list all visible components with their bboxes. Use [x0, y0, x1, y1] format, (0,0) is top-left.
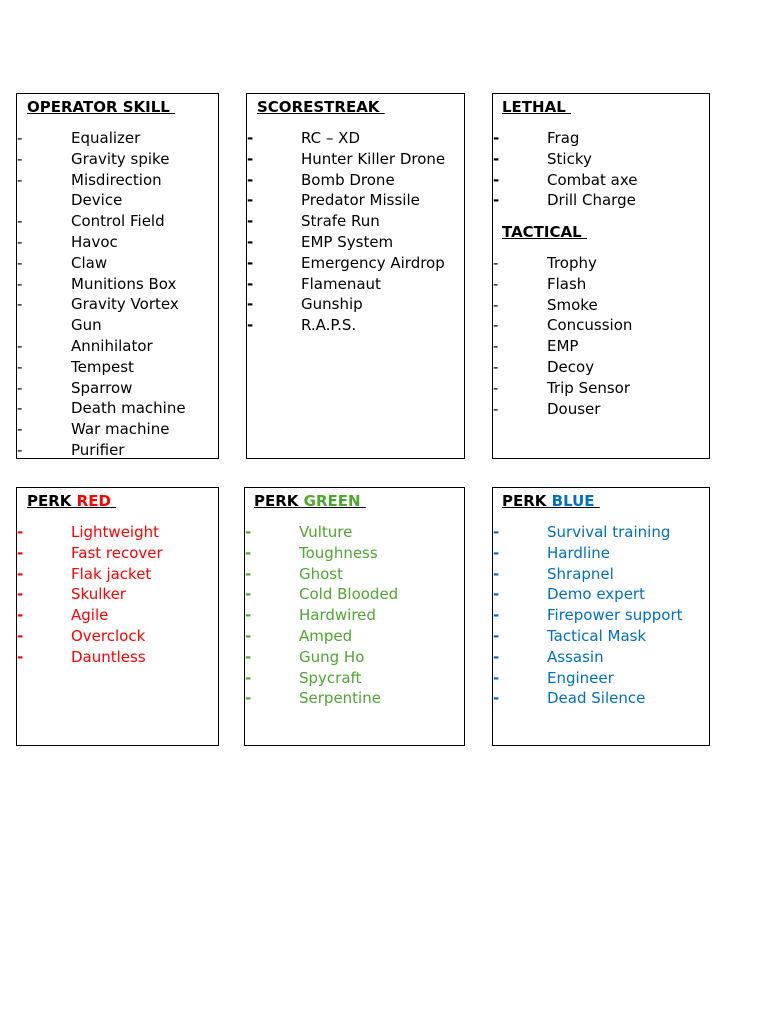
perk-red-box [16, 487, 219, 746]
list-item-label: Trip Sensor [547, 378, 630, 397]
list-item [17, 274, 211, 295]
bullet-dash: - [17, 378, 23, 397]
list-item [17, 149, 211, 170]
list-item [493, 688, 683, 709]
list-item-label: Predator Missile [301, 191, 420, 210]
list-item-label: Control Field [71, 212, 165, 231]
bullet-dash: - [245, 543, 252, 562]
list-item [493, 378, 632, 399]
bullet-dash: - [245, 647, 252, 666]
perk-red-heading [27, 492, 116, 510]
list-item [17, 605, 163, 626]
list-item [247, 211, 445, 232]
list-item [493, 605, 683, 626]
list-item-label: Cold Blooded [299, 585, 399, 604]
list-item-label: Smoke [547, 295, 598, 314]
bullet-dash: - [247, 274, 254, 293]
bullet-dash: - [493, 378, 499, 397]
tactical-list [493, 253, 632, 419]
bullet-dash: - [17, 523, 24, 541]
list-item [247, 232, 445, 253]
list-item-label: Lightweight [71, 523, 160, 541]
list-item-label: Gunship [301, 295, 363, 314]
bullet-dash: - [17, 149, 23, 168]
bullet-dash: - [17, 232, 23, 251]
list-item-label: Overclock [71, 626, 146, 645]
list-item-label: Hardline [547, 543, 610, 562]
scorestreak-box [246, 93, 465, 459]
list-item [493, 584, 683, 605]
bullet-dash: - [245, 606, 252, 625]
list-item [17, 440, 211, 459]
list-item [17, 211, 211, 232]
list-item-label: Tactical Mask [547, 626, 647, 645]
list-item-label: Munitions Box [71, 274, 177, 293]
list-item [245, 647, 398, 668]
bullet-dash: - [17, 626, 24, 645]
list-item [247, 128, 445, 149]
list-item [493, 647, 683, 668]
bullet-dash: - [17, 420, 23, 439]
bullet-dash: - [247, 316, 254, 335]
perk-blue-box [492, 487, 710, 746]
bullet-dash: - [493, 606, 500, 625]
list-item [493, 274, 632, 295]
bullet-dash: - [493, 337, 499, 356]
list-item-label: Death machine [71, 399, 186, 418]
bullet-dash: - [247, 295, 254, 314]
list-item-label: EMP System [301, 232, 394, 251]
list-item-label: Equalizer [71, 129, 141, 147]
list-item-label: Havoc [71, 232, 118, 251]
list-item [493, 543, 683, 564]
perk-green-box [244, 487, 465, 746]
list-item [17, 564, 163, 585]
bullet-dash: - [17, 647, 24, 666]
perk-blue-prefix: PERK [502, 492, 552, 510]
bullet-dash: - [493, 191, 500, 210]
list-item-label: Decoy [547, 357, 595, 376]
bullet-dash: - [493, 316, 499, 335]
bullet-dash: - [493, 357, 499, 376]
bullet-dash: - [245, 668, 252, 687]
bullet-dash: - [493, 647, 500, 666]
lethal-tactical-box [492, 93, 710, 459]
perk-green-heading [254, 492, 366, 510]
list-item [493, 170, 637, 191]
bullet-dash: - [493, 149, 500, 168]
list-item-label: Demo expert [547, 585, 645, 604]
list-item [247, 170, 445, 191]
list-item-label: Firepower support [547, 606, 683, 625]
list-item-label: Toughness [299, 543, 378, 562]
bullet-dash: - [245, 626, 252, 645]
bullet-dash: - [493, 254, 499, 272]
list-item-label: Amped [299, 626, 353, 645]
list-item-label: Skulker [71, 585, 126, 604]
perk-blue-word: BLUE [551, 492, 595, 510]
bullet-dash: - [493, 564, 500, 583]
list-item [17, 253, 211, 274]
bullet-dash: - [17, 585, 24, 604]
bullet-dash: - [17, 212, 23, 231]
list-item-label: Claw [71, 253, 108, 272]
list-item [17, 522, 163, 543]
list-item [493, 564, 683, 585]
list-item [17, 336, 211, 357]
list-item-label: Shrapnel [547, 564, 614, 583]
bullet-dash: - [247, 170, 254, 189]
list-item [17, 647, 163, 668]
scorestreak-heading: SCORESTREAK [257, 98, 385, 116]
list-item-label: Concussion [547, 316, 633, 335]
list-item-label: Frag [547, 129, 580, 147]
list-item [17, 170, 211, 212]
perk-blue-heading [502, 492, 600, 510]
list-item-label: Flak jacket [71, 564, 152, 583]
bullet-dash: - [17, 295, 23, 314]
operator-skill-list [17, 128, 211, 459]
perk-green-prefix: PERK [254, 492, 304, 510]
bullet-dash: - [493, 543, 500, 562]
list-item [247, 294, 445, 315]
tactical-heading: TACTICAL [502, 223, 587, 241]
list-item [245, 688, 398, 709]
list-item-label: Hardwired [299, 606, 376, 625]
list-item-label: Dead Silence [547, 689, 646, 708]
bullet-dash: - [17, 543, 24, 562]
list-item-label: Annihilator [71, 336, 153, 355]
bullet-dash: - [247, 253, 254, 272]
list-item [17, 398, 211, 419]
bullet-dash: - [17, 129, 23, 147]
operator-skill-heading: OPERATOR SKILL [27, 98, 176, 116]
bullet-dash: - [493, 129, 500, 147]
bullet-dash: - [493, 399, 499, 418]
perk-red-list [17, 522, 163, 668]
bullet-dash: - [245, 564, 252, 583]
bullet-dash: - [17, 170, 23, 189]
list-item [493, 190, 637, 211]
bullet-dash: - [17, 564, 24, 583]
list-item [493, 399, 632, 420]
list-item [493, 295, 632, 316]
list-item [493, 336, 632, 357]
bullet-dash: - [17, 440, 23, 459]
list-item-label: R.A.P.S. [301, 316, 357, 335]
list-item-label: Sticky [547, 149, 592, 168]
list-item-label: Tempest [71, 357, 134, 376]
bullet-dash: - [245, 585, 252, 604]
list-item-label: Serpentine [299, 689, 381, 708]
list-item [247, 253, 445, 274]
list-item-label: Strafe Run [301, 212, 380, 231]
bullet-dash: - [245, 689, 252, 708]
list-item-label: Flamenaut [301, 274, 381, 293]
list-item [17, 128, 211, 149]
list-item [493, 315, 632, 336]
lethal-list [493, 128, 637, 211]
list-item [247, 149, 445, 170]
list-item [493, 253, 632, 274]
list-item [493, 128, 637, 149]
list-item [493, 626, 683, 647]
list-item-label: Trophy [547, 254, 597, 272]
list-item-label: EMP [547, 337, 579, 356]
list-item [245, 584, 398, 605]
list-item [17, 584, 163, 605]
bullet-dash: - [493, 274, 499, 293]
list-item-label: Douser [547, 399, 601, 418]
list-item-label: Bomb Drone [301, 170, 395, 189]
list-item-label: Dauntless [71, 647, 146, 666]
bullet-dash: - [17, 399, 23, 418]
list-item [245, 522, 398, 543]
list-item-label: Engineer [547, 668, 614, 687]
perk-red-prefix: PERK [27, 492, 77, 510]
bullet-dash: - [493, 689, 500, 708]
list-item [247, 274, 445, 295]
list-item-label: Gravity spike [71, 149, 170, 168]
list-item [17, 626, 163, 647]
list-item [17, 357, 211, 378]
bullet-dash: - [493, 295, 499, 314]
list-item-label: Misdirection Device [71, 170, 162, 210]
list-item [245, 605, 398, 626]
list-item [245, 543, 398, 564]
bullet-dash: - [17, 606, 24, 625]
list-item [17, 419, 211, 440]
list-item-label: Emergency Airdrop [301, 253, 445, 272]
bullet-dash: - [17, 336, 23, 355]
list-item [245, 564, 398, 585]
bullet-dash: - [247, 232, 254, 251]
bullet-dash: - [245, 523, 252, 541]
lethal-heading: LETHAL [502, 98, 571, 116]
list-item [247, 190, 445, 211]
list-item [245, 626, 398, 647]
bullet-dash: - [247, 129, 254, 147]
list-item [493, 357, 632, 378]
list-item [493, 149, 637, 170]
list-item-label: War machine [71, 420, 170, 439]
bullet-dash: - [247, 212, 254, 231]
bullet-dash: - [17, 357, 23, 376]
operator-skill-box [16, 93, 219, 459]
list-item-label: Assasin [547, 647, 604, 666]
scorestreak-list [247, 128, 445, 336]
list-item-label: Purifier [71, 440, 125, 459]
list-item-label: Agile [71, 606, 109, 625]
list-item-label: Drill Charge [547, 191, 636, 210]
bullet-dash: - [17, 274, 23, 293]
perk-green-list [245, 522, 398, 709]
list-item [17, 543, 163, 564]
list-item-label: Fast recover [71, 543, 163, 562]
list-item [17, 378, 211, 399]
list-item [493, 522, 683, 543]
list-item-label: Flash [547, 274, 587, 293]
list-item-label: Spycraft [299, 668, 362, 687]
bullet-dash: - [493, 523, 500, 541]
bullet-dash: - [17, 253, 23, 272]
perk-blue-list [493, 522, 683, 709]
list-item [17, 232, 211, 253]
list-item-label: Gravity Vortex Gun [71, 295, 179, 335]
list-item-label: Gung Ho [299, 647, 365, 666]
bullet-dash: - [493, 585, 500, 604]
bullet-dash: - [493, 626, 500, 645]
bullet-dash: - [493, 170, 500, 189]
bullet-dash: - [493, 668, 500, 687]
list-item-label: Hunter Killer Drone [301, 149, 446, 168]
list-item [17, 294, 211, 336]
list-item-label: Vulture [299, 523, 353, 541]
perk-green-word: GREEN [303, 492, 361, 510]
list-item-label: Combat axe [547, 170, 638, 189]
bullet-dash: - [247, 149, 254, 168]
list-item-label: Ghost [299, 564, 344, 583]
list-item [247, 315, 445, 336]
list-item-label: Sparrow [71, 378, 133, 397]
list-item-label: RC – XD [301, 129, 361, 147]
list-item [245, 668, 398, 689]
list-item-label: Survival training [547, 523, 671, 541]
perk-red-word: RED [76, 492, 111, 510]
bullet-dash: - [247, 191, 254, 210]
list-item [493, 668, 683, 689]
